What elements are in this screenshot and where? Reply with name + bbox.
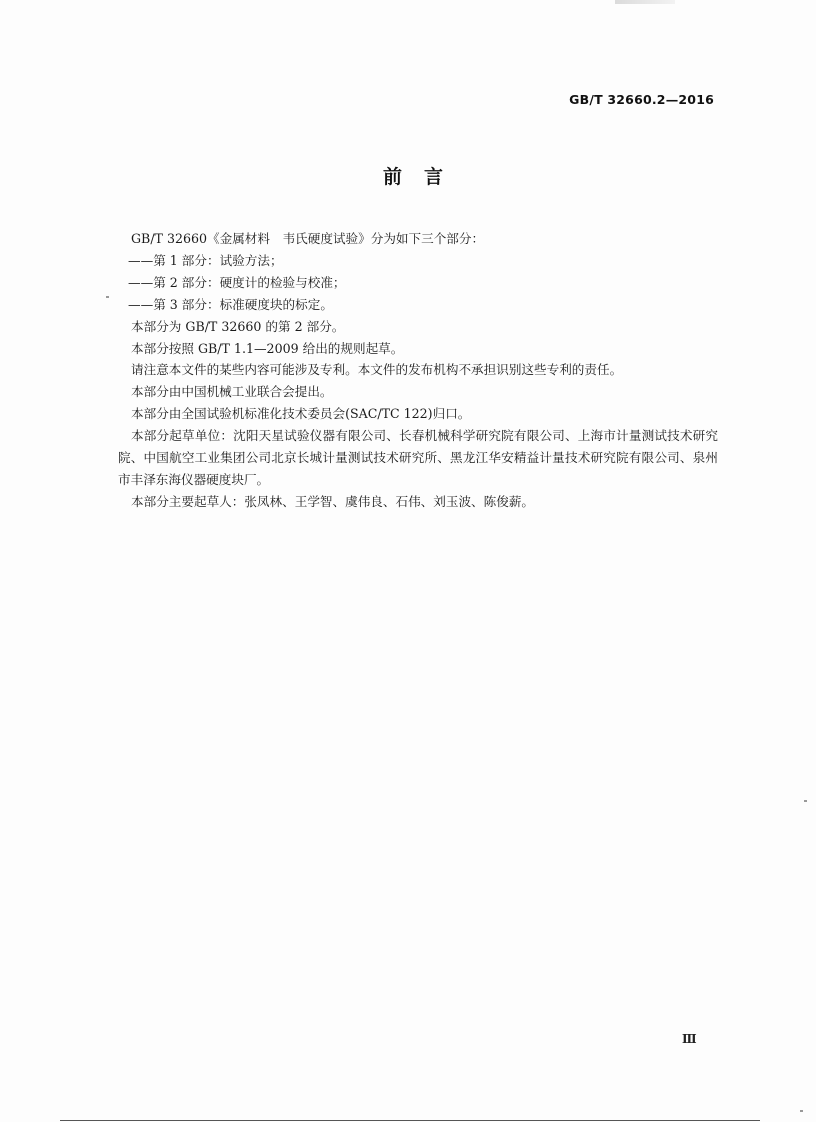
paragraph-part-statement: 本部分为 GB/T 32660 的第 2 部分。: [131, 318, 345, 334]
scan-speck: [106, 296, 109, 298]
paragraph-drafting-units: 本部分起草单位：沈阳天星试验仪器有限公司、长春机械科学研究院有限公司、上海市计量测试技术研究院、中国航空工业集团公司北京长城计量测试技术研究所、黑龙江华安精益计量技术研究院有限公司、泉州市丰泽东海仪器硬度块厂。: [118, 428, 718, 487]
paragraph-drafters: 本部分主要起草人：张凤林、王学智、虞伟良、石伟、刘玉波、陈俊薪。: [131, 493, 534, 509]
page-title: 前言: [382, 166, 465, 188]
paragraph-patent-notice: 请注意本文件的某些内容可能涉及专利。本文件的发布机构不承担识别这些专利的责任。: [131, 362, 623, 378]
paragraph-proposed-by: 本部分由中国机械工业联合会提出。: [131, 384, 333, 400]
scan-speck: [804, 800, 807, 802]
list-item-part-3: ——第 3 部分：标准硬度块的标定。: [128, 296, 333, 312]
standard-number: GB/T 32660.2—2016: [569, 92, 714, 107]
scan-artifact: [615, 0, 675, 4]
paragraph-centralized-by: 本部分由全国试验机标准化技术委员会(SAC/TC 122)归口。: [131, 406, 471, 422]
paragraph-drafting-rules: 本部分按照 GB/T 1.1—2009 给出的规则起草。: [131, 340, 404, 356]
foreword-body: [118, 228, 718, 513]
list-item-part-1: ——第 1 部分：试验方法；: [128, 252, 283, 268]
list-item-part-2: ——第 2 部分：硬度计的检验与校准；: [128, 274, 346, 290]
paragraph-parts-intro: GB/T 32660《金属材料 韦氏硬度试验》分为如下三个部分：: [131, 231, 485, 246]
bottom-divider: [60, 1120, 760, 1121]
scan-speck: [800, 1110, 803, 1112]
page-number: Ⅲ: [682, 1032, 696, 1046]
